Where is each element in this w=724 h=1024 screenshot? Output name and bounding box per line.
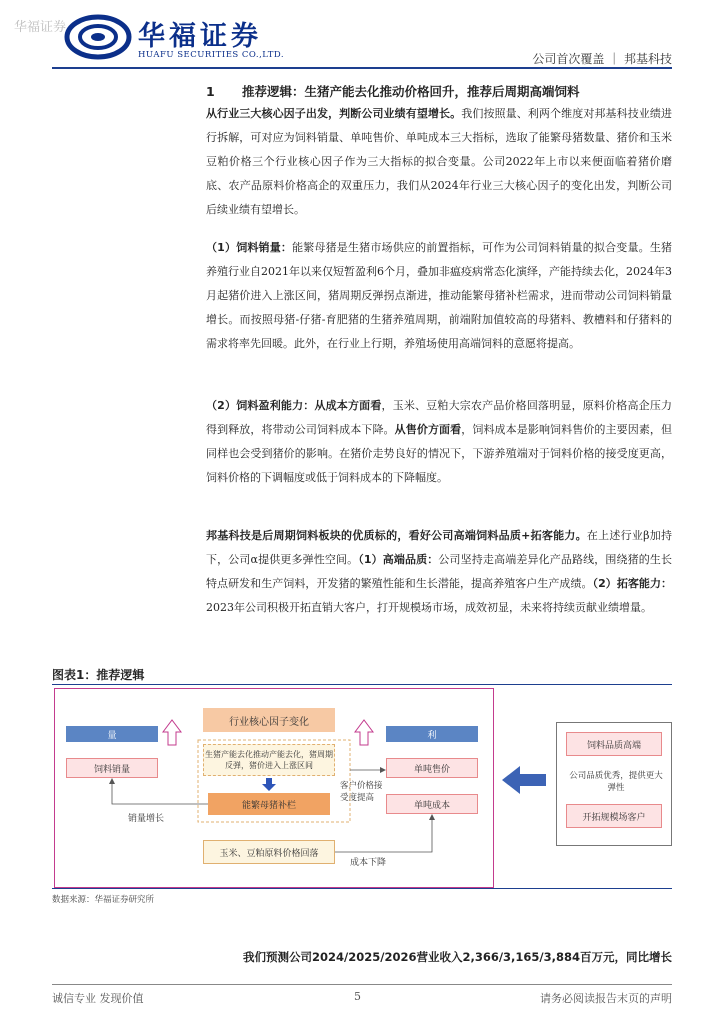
forecast-line: 我们预测公司2024/2025/2026营业收入2,366/3,165/3,884百万元，同比增长	[243, 950, 672, 964]
paragraph-4-text-2: 公司坚持走高端差异化产品路线，围绕猪的生长特点研发和生产饲料，开发猪的繁殖性能和生长潜能，提高养殖客户生产成绩。	[206, 553, 672, 590]
paragraph-3-text-2: ，饲料成本是影响饲料售价的主要因素，但同样也会受到猪价的影响。在猪价走势良好的情况下，下游养殖端对于饲料价格的接受度更高，饲料价格的下调幅度或低于饲料成本的下降幅度。	[206, 423, 673, 484]
paragraph-1-lead: 从行业三大核心因子出发，判断公司业绩有望增长。	[206, 107, 462, 120]
box-corn-soymeal: 玉米、豆粕原料价格回落	[203, 840, 335, 864]
paragraph-4-bold-1: （1）高端品质：	[358, 553, 439, 566]
brand-name-en: HUAFU SECURITIES CO.,LTD.	[138, 50, 285, 60]
footer-disclaimer: 请务必阅读报告末页的声明	[540, 992, 672, 1005]
paragraph-4-lead: 邦基科技是后周期饲料板块的优质标的，看好公司高端饲料品质+拓客能力。	[206, 529, 587, 542]
alpha-arrow	[502, 766, 546, 794]
box-unit-price: 单吨售价	[386, 758, 478, 778]
paragraph-3-text-1: ，玉米、豆粕大宗农产品价格回落明显，原料价格高企压力得到释放，将带动公司饲料成本下降。	[206, 399, 673, 436]
paragraph-4-text-3: 2023年公司积极开拓直销大客户，打开规模场市场，成效初显，未来将持续贡献业绩增量。	[206, 601, 652, 614]
paragraph-2-lead: （1）饲料销量：	[206, 241, 293, 254]
box-high-end: 饲料品质高端	[566, 732, 662, 756]
box-sow-restock: 能繁母猪补栏	[208, 793, 330, 815]
box-scale-clients: 开拓规模场客户	[566, 804, 662, 828]
footer-slogan: 诚信专业 发现价值	[52, 992, 144, 1005]
cost-line	[335, 816, 432, 852]
label-sales-growth: 销量增长	[128, 813, 165, 824]
watermark: 华福证券	[14, 20, 67, 35]
paragraph-4-text-1: 在上述行业β加持下，公司α提供更多弹性空间。	[206, 529, 672, 566]
box-liang: 量	[66, 726, 158, 742]
data-source: 数据来源：华福证券研究所	[52, 895, 155, 905]
label-cost-down: 成本下降	[350, 857, 387, 868]
paragraph-4-bold-2: （2）拓客能力：	[592, 577, 673, 590]
down-arrow	[262, 778, 276, 791]
up-arrow-left	[163, 720, 181, 745]
paragraph-1-text: 我们按照量、利两个维度对邦基科技业绩进行拆解，可对应为饲料销量、单吨售价、单吨成本三大指标，选取了能繁母猪数量、猪价和玉米豆粕价格三个行业核心因子作为三大指标的拟合变量。公司2022年上市以来便面临着猪价磨底、农产品原料价格高企的双重压力，我们从2024年行业三大核心因子的变化出发，判断公司后续业绩有望增长。	[206, 107, 673, 216]
brand-name: 华福证券	[138, 21, 262, 52]
label-acceptance: 客户价格接受度提高	[340, 781, 383, 803]
paragraph-2-text: 能繁母猪是生猪市场供应的前置指标，可作为公司饲料销量的拟合变量。生猪养殖行业自2021年以来仅短暂盈利6个月，叠加非瘟疫病常态化演绎，产能持续去化，2024年3月起猪价进入上涨区间，猪周期反弹拐点渐进，推动能繁母猪补栏需求，进而带动公司饲料销量增长。而按照母猪-仔猪-育肥猪的生猪养殖周期，前端附加值较高的母猪料、教槽料和仔猪料的需求将率先回暖。此外，在行业上行期，养殖场使用高端饲料的意愿将提高。	[206, 241, 673, 350]
section-title: 推荐逻辑：生猪产能去化推动价格回升，推荐后周期高端饲料	[242, 84, 580, 99]
figure-title: 图表1：推荐逻辑	[52, 668, 145, 682]
sales-line	[112, 780, 208, 804]
box-feed-sales: 饲料销量	[66, 758, 158, 778]
source-divider	[52, 888, 672, 889]
box-li: 利	[386, 726, 478, 742]
section-number: 1	[206, 84, 215, 99]
box-capacity: 生猪产能去化推动产能去化，猪周期反弹，猪价进入上涨区间	[203, 744, 335, 776]
paragraph-3-bold-2: 从售价方面看	[394, 423, 462, 436]
up-arrow-right	[355, 720, 373, 745]
footer-divider	[52, 984, 672, 985]
label-company-adv: 公司品质优秀，提供更大弹性	[569, 771, 663, 793]
box-unit-cost: 单吨成本	[386, 794, 478, 814]
paragraph-3-lead: （2）饲料盈利能力：	[206, 399, 315, 412]
paragraph-3-bold-1: 从成本方面看	[314, 399, 382, 412]
report-type: 公司首次覆盖 ｜ 邦基科技	[532, 52, 672, 66]
box-core-factors: 行业核心因子变化	[203, 708, 335, 732]
core-dashed-frame	[198, 740, 350, 822]
page-number: 5	[354, 990, 361, 1003]
